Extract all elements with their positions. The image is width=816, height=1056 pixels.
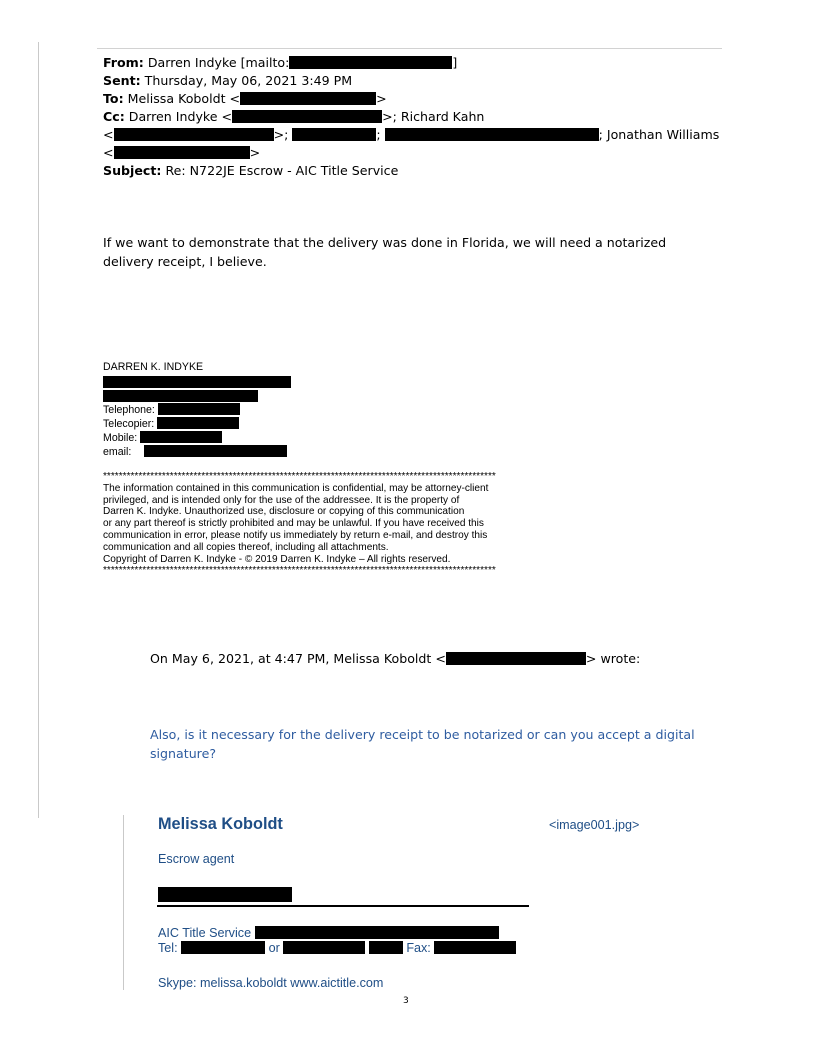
redaction-bar bbox=[114, 128, 274, 141]
to-line bbox=[103, 90, 387, 108]
cc3-close: > bbox=[249, 145, 261, 160]
to-label: To: bbox=[103, 91, 124, 106]
header-top-rule bbox=[97, 48, 722, 49]
redaction-bar bbox=[140, 431, 222, 443]
subject-label: Subject: bbox=[103, 163, 162, 178]
notice-line: privileged, and is intended only for the use of the addressee. It is the property of bbox=[103, 494, 460, 506]
tel-label: Tel: bbox=[158, 941, 178, 955]
cc-line bbox=[103, 108, 484, 126]
quoted-question: Also, is it necessary for the delivery receipt to be notarized or can you accept a digital signature? bbox=[150, 727, 695, 761]
mobile-label: Mobile: bbox=[103, 432, 138, 444]
notice-line: Copyright of Darren K. Indyke - © 2019 Darren K. Indyke – All rights reserved. bbox=[103, 553, 451, 565]
to-value: Melissa Koboldt < bbox=[127, 91, 241, 106]
signature-telephone bbox=[103, 403, 240, 418]
redaction-bar bbox=[144, 445, 287, 457]
redaction-bar bbox=[369, 941, 403, 954]
redaction-bar bbox=[103, 390, 258, 402]
telephone-label: Telephone: bbox=[103, 404, 155, 416]
notice-line: Darren K. Indyke. Unauthorized use, disclosure or copying of this communication bbox=[103, 506, 465, 518]
notice-line: or any part thereof is strictly prohibited and may be unlawful. If you have received this bbox=[103, 518, 484, 530]
from-value: Darren Indyke [mailto: bbox=[147, 55, 290, 70]
tel-fax-line bbox=[158, 941, 516, 955]
quoted-intro-after: > wrote: bbox=[585, 651, 641, 666]
email-label: email: bbox=[103, 446, 132, 458]
cc2-tail: ; Jonathan Williams bbox=[598, 127, 720, 142]
redaction-bar bbox=[181, 941, 265, 954]
message-body: If we want to demonstrate that the delivery was done in Florida, we will need a notarized delivery receipt, I believe. bbox=[103, 235, 667, 269]
redaction-bar bbox=[158, 887, 292, 902]
subject-value: Re: N722JE Escrow - AIC Title Service bbox=[165, 163, 399, 178]
company-line bbox=[158, 926, 499, 940]
redaction-bar bbox=[158, 403, 240, 415]
stars-bottom: **************************************************************************************************** bbox=[103, 565, 496, 577]
cc2-sep1: >; bbox=[273, 127, 289, 142]
confidentiality-notice bbox=[103, 471, 496, 577]
from-close: ] bbox=[452, 55, 458, 70]
redaction-bar bbox=[232, 110, 382, 123]
redaction-bar bbox=[434, 941, 516, 954]
telecopier-label: Telecopier: bbox=[103, 418, 155, 430]
redaction-bar bbox=[255, 926, 499, 939]
cc-line-2 bbox=[103, 126, 719, 144]
redaction-bar bbox=[114, 146, 250, 159]
notice-line: communication in error, please notify us immediately by return e-mail, and destroy this bbox=[103, 529, 488, 541]
redaction-bar bbox=[283, 941, 365, 954]
signature-telecopier bbox=[103, 417, 239, 432]
cc2-sep2: ; bbox=[376, 127, 381, 142]
company-name: AIC Title Service bbox=[158, 926, 252, 940]
from-label: From: bbox=[103, 55, 144, 70]
page-number: 3 bbox=[403, 996, 409, 1006]
sent-value: Thursday, May 06, 2021 3:49 PM bbox=[144, 73, 353, 88]
left-margin-line bbox=[38, 42, 39, 818]
notice-line: The information contained in this communication is confidential, may be attorney-client bbox=[103, 482, 489, 494]
quote-bar bbox=[123, 815, 124, 990]
signature-rule bbox=[157, 905, 529, 907]
sent-label: Sent: bbox=[103, 73, 141, 88]
redaction-bar bbox=[289, 56, 452, 69]
redaction-bar bbox=[240, 92, 376, 105]
cc-value: Darren Indyke < bbox=[128, 109, 233, 124]
skype-line: Skype: melissa.koboldt www.aictitle.com bbox=[158, 976, 384, 990]
signature-name: DARREN K. INDYKE bbox=[103, 361, 204, 373]
cc-label: Cc: bbox=[103, 109, 125, 124]
redaction-bar bbox=[157, 417, 239, 429]
cc3-open: < bbox=[103, 145, 114, 160]
quoted-intro-before: On May 6, 2021, at 4:47 PM, Melissa Koboldt < bbox=[150, 651, 446, 666]
from-line bbox=[103, 54, 457, 72]
or-label: or bbox=[268, 941, 280, 955]
quoted-intro bbox=[150, 651, 640, 666]
to-close: > bbox=[376, 91, 387, 106]
cc-after: >; Richard Kahn bbox=[382, 109, 485, 124]
koboldt-title: Escrow agent bbox=[158, 852, 235, 866]
notice-line: communication and all copies thereof, including all attachments. bbox=[103, 541, 389, 553]
cc-line-3 bbox=[103, 144, 260, 162]
stars-top: **************************************************************************************************** bbox=[103, 471, 496, 482]
subject-line bbox=[103, 162, 398, 180]
signature-mobile bbox=[103, 431, 222, 446]
koboldt-name: Melissa Koboldt bbox=[158, 815, 283, 833]
image-placeholder: <image001.jpg> bbox=[549, 818, 640, 832]
fax-label: Fax: bbox=[406, 941, 431, 955]
signature-email bbox=[103, 445, 287, 460]
redaction-bar bbox=[103, 376, 291, 388]
redaction-bar bbox=[292, 128, 376, 141]
redaction-bar bbox=[385, 128, 599, 141]
cc2-open: < bbox=[103, 127, 114, 142]
sent-line bbox=[103, 72, 352, 90]
redaction-bar bbox=[446, 652, 586, 665]
